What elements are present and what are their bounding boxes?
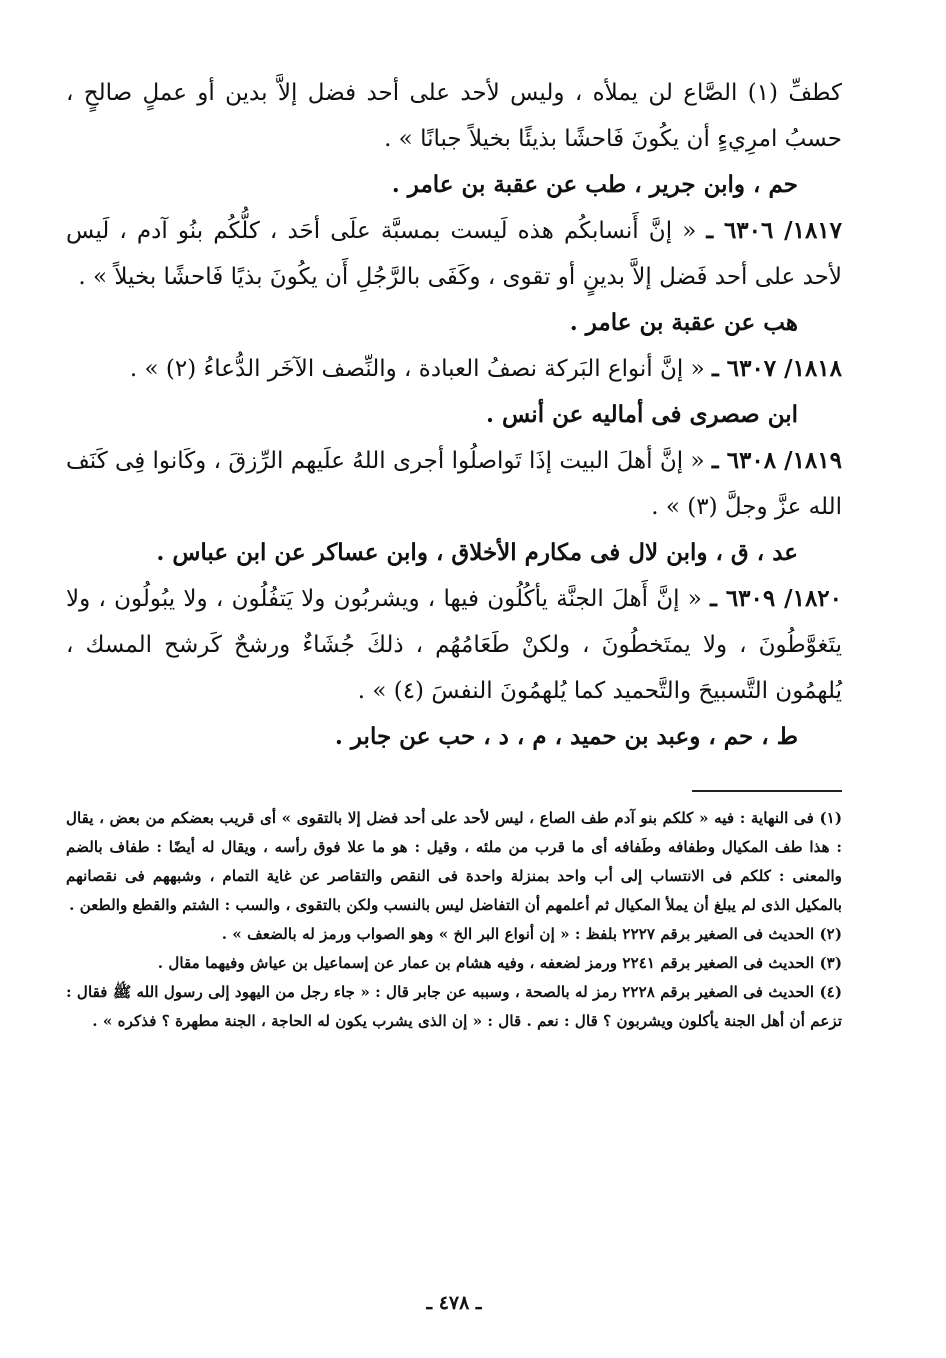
hadith-text: « إنَّ أنواع البَركة نصفُ العبادة ، والنِّصف الآخَر الدُّعاءُ (٢) » .: [129, 356, 705, 382]
book-page: [66, 70, 842, 1340]
hadith-number: ١٨١٩/ ٦٣٠٨ ـ: [711, 447, 842, 474]
page-number: ـ ٤٧٨ ـ: [426, 1292, 482, 1314]
hadith-text: « إنَّ أَنسابكُم هذه لَيست بمسبَّة علَى أحَد ، كلُّكُم بنُو آدم ، لَيس لأحد على أحد فَضل إلاَّ بدينٍ أو تقوى ، وكَفَى بالرَّجُلِ أَن يكُونَ بذيًا فَاحشًا بخيلاً » .: [66, 218, 842, 290]
hadith-source: ابن صصرى فى أماليه عن أنس .: [485, 401, 798, 428]
hadith-source: حم ، وابن جرير ، طب عن عقبة بن عامر .: [391, 171, 798, 198]
footnote: (٢) الحديث فى الصغير برقم ٢٢٢٧ بلفظ : « إن أنواع البر الخ » وهو الصواب ورمز له بالضعف » .: [221, 925, 842, 943]
footnote-divider: [692, 790, 842, 792]
hadith-entry: [66, 438, 842, 530]
hadith-source: عد ، ق ، وابن لال فى مكارم الأخلاق ، وابن عساكر عن ابن عباس .: [156, 539, 798, 566]
hadith-entry: [66, 576, 842, 714]
footnote: (٣) الحديث فى الصغير برقم ٢٢٤١ ورمز لضعفه ، وفيه هشام بن عمار عن إسماعيل بن عياش وفيهما مقال .: [157, 954, 842, 972]
footnote: (١) فى النهاية : فيه « كلكم بنو آدم طف الصاع ، ليس لأحد على أحد فضل إلا بالتقوى » أى قريب بعضكم من بعض ، يقال : هذا طف المكيال وطفافه وطَفافه أى ما قرب من ملئه ، وقيل : هو ما علا فوق رأسه ، ويقال له أيضًا : طفاف بالضم والمعنى : كلكم فى الانتساب إلى أب واحد بمنزلة واحدة فى النقص والتقاصر عن غاية التمام ، وشبههم فى نقصانهم بالمكيل الذى لم يبلغ أن يملأ المكيال ثم أعلمهم أن التفاضل ليس بالنسب ولكن بالتقوى ، والسب : الشتم والقطع والطعن .: [66, 809, 842, 914]
hadith-source: ط ، حم ، وعبد بن حميد ، م ، د ، حب عن جابر .: [334, 723, 798, 750]
hadith-entry: [66, 346, 842, 392]
hadith-entry: [66, 208, 842, 300]
hadith-text: « إنَّ أهلَ البيت إذَا تَواصلُوا أجرى اللهُ علَيهم الرِّزقَ ، وكَانوا فِى كَنَف الله عزَّ وجلَّ (٣) » .: [66, 448, 842, 520]
hadith-text: كطفِّ (١) الصَّاع لن يملأه ، وليس لأحد على أحد فضل إلاَّ بدين أو عملٍ صالحٍ ، حسبُ امرِيءٍ أن يكُونَ فَاحشًا بذيئًا بخيلاً جبانًا » .: [66, 80, 842, 152]
hadith-text: « إنَّ أَهلَ الجنَّة يأكُلُون فيها ، ويشربُون ولا يَتفُلُون ، ولا يبُولُون ، ولا يتَغوَّطُونَ ، ولا يمتَخطُونَ ، ولكنْ طَعَامُهُم ، ذلكَ جُشَاءٌ ورشحٌ كَرشح المسك ، يُلهمُون التَّسبيحَ والتَّحميد كما يُلهمُونَ النفسَ (٤) » .: [66, 586, 842, 704]
hadith-number: ١٨١٧/ ٦٣٠٦ ـ: [706, 217, 843, 244]
hadith-number: ١٨٢٠/ ٦٣٠٩ ـ: [710, 585, 843, 612]
footnote: (٤) الحديث فى الصغير برقم ٢٢٢٨ رمز له بالصحة ، وسببه عن جابر قال : « جاء رجل من اليهود إلى رسول الله ﷺ فقال : تزعم أن أهل الجنة يأكلون ويشربون ؟ قال : نعم . قال : « إن الذى يشرب يكون له الحاجة ، الجنة مطهرة ؟ فذكره » .: [66, 983, 842, 1030]
hadith-continuation: [66, 70, 842, 162]
hadith-list: [66, 70, 842, 760]
hadith-source: هب عن عقبة بن عامر .: [569, 309, 798, 336]
hadith-number: ١٨١٨/ ٦٣٠٧ ـ: [711, 355, 842, 382]
footnotes: [66, 804, 842, 1036]
